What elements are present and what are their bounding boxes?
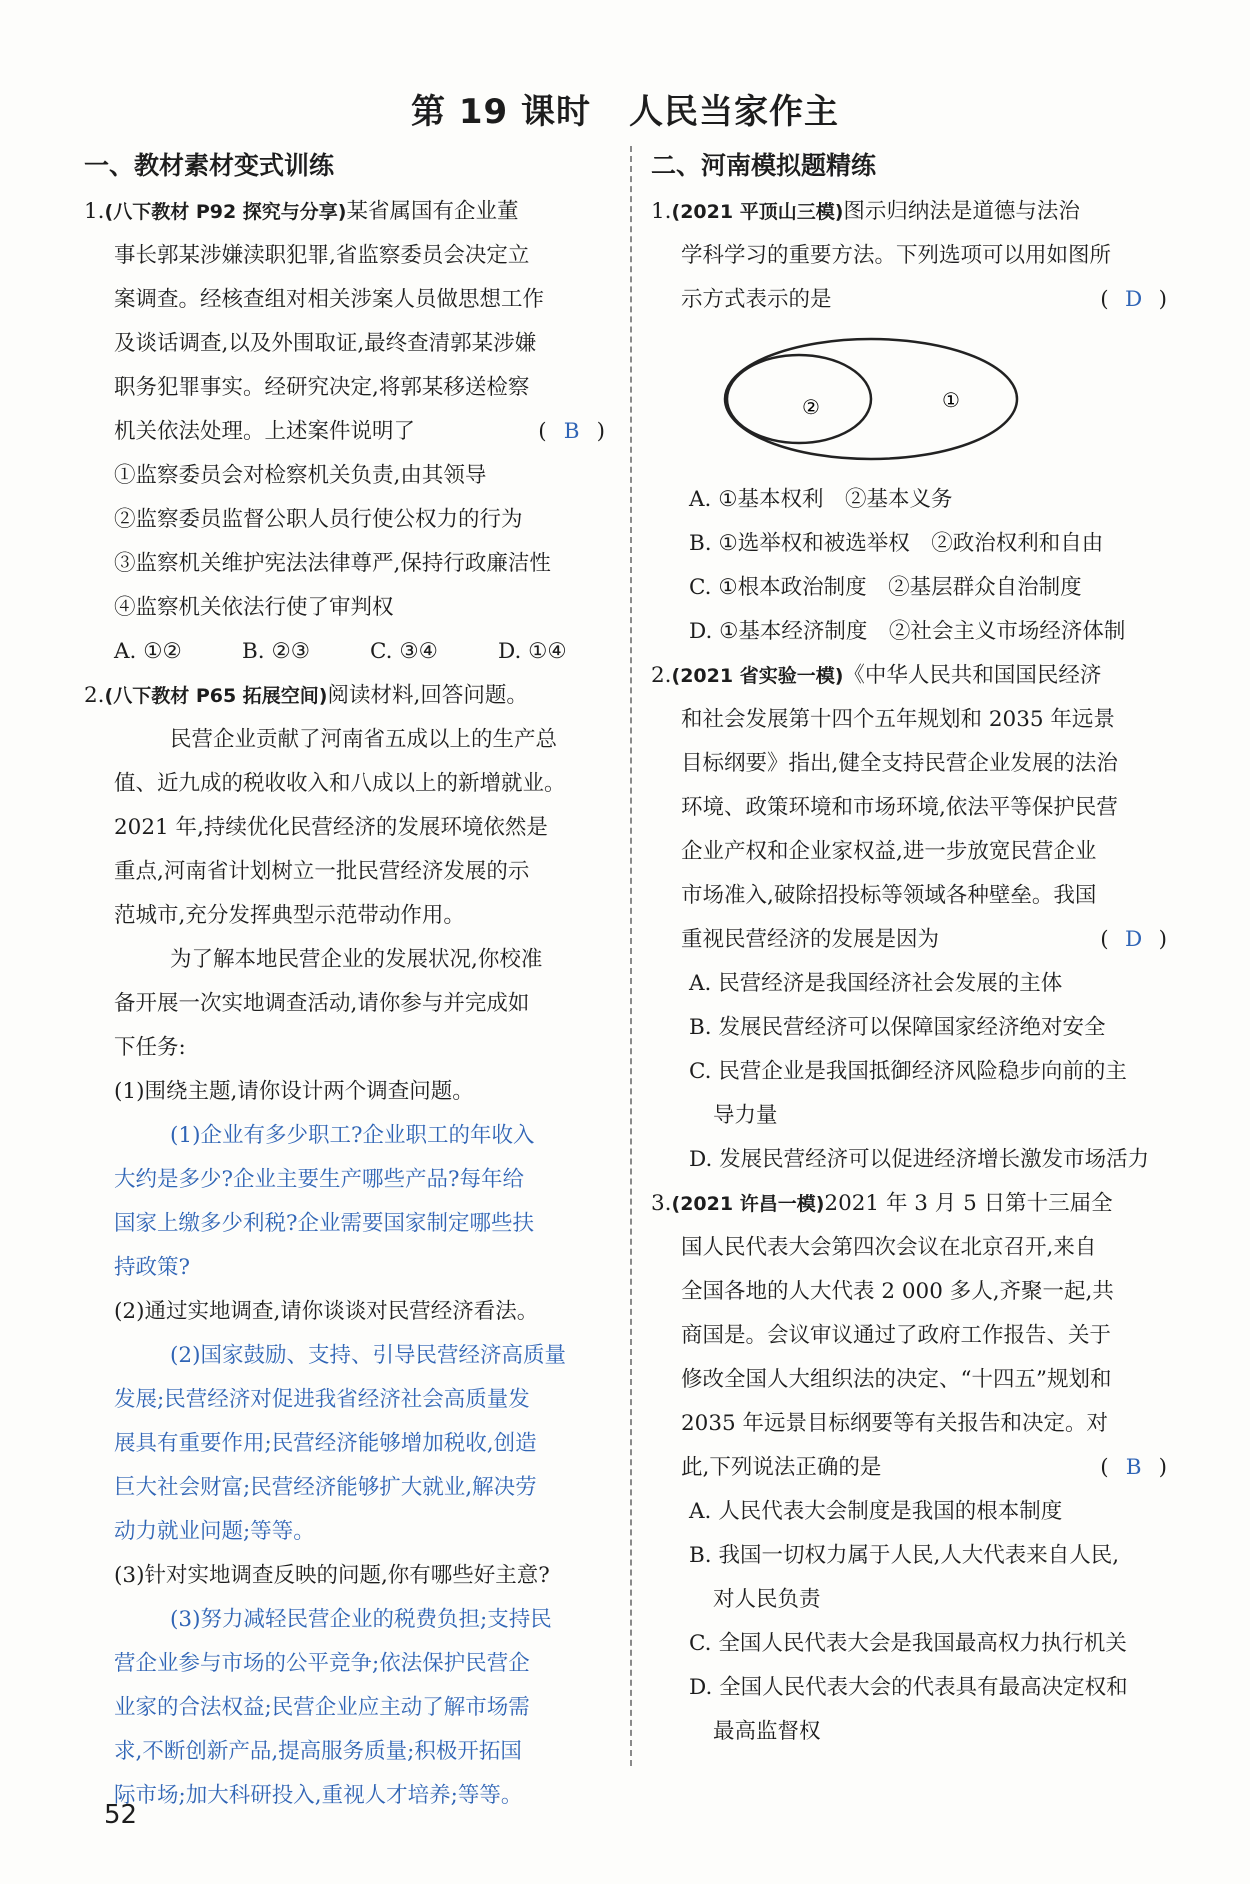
answer-text: 持政策?: [114, 1255, 191, 1280]
lesson-title: [0, 84, 1250, 133]
section-heading-textbook: 一、教材素材变式训练: [84, 151, 335, 180]
answer-option: C. ①根本政治制度 ②基层群众自治制度: [689, 575, 1082, 600]
question-source: (2021 平顶山三模): [671, 201, 844, 223]
answer-option: A. 民营经济是我国经济社会发展的主体: [689, 971, 1063, 996]
inner-ellipse: [727, 355, 871, 443]
answer-letter: B: [563, 419, 580, 444]
answer-option: C. 民营企业是我国抵御经济风险稳步向前的主: [689, 1059, 1127, 1084]
answer-text: 大约是多少?企业主要生产哪些产品?每年给: [114, 1167, 525, 1192]
material-text: 备开展一次实地调查活动,请你参与并完成如: [114, 991, 530, 1016]
material-text: 下任务:: [114, 1035, 186, 1060]
outer-label: ①: [942, 388, 960, 412]
answer-text: (1)企业有多少职工?企业职工的年收入: [170, 1123, 535, 1148]
column-divider: [630, 146, 632, 1766]
answer-option: D. ①基本经济制度 ②社会主义市场经济体制: [689, 619, 1126, 644]
material-text: 值、近九成的税收收入和八成以上的新增就业。: [114, 771, 566, 796]
answer-bracket: ( D ): [1100, 918, 1171, 962]
question-2-mock: 2.(2021 省实验一模)《中华人民共和国国民经济 和社会发展第十四个五年规划和 2035 年远景 目标纲要》指出,健全支持民营企业发展的法治 环境、政策环境和市场环境,依法平等保护民营 企业产权和企业家权益,进一步放宽民营企业 市场准入,破除招投标等领域各种壁垒。我国 重视民营经济的发展是因为 ( D ) A. 民营经济是我国经济社会发展的主体 B. 发展民营经济可以保障国家经济绝对安全 C. 民营企业是我国抵御经济风险稳步向前的主 导力量 D. 发展民营经济可以促进经济增长激发市场活力: [651, 654, 1171, 1182]
statement: ①监察委员会对检察机关负责,由其领导: [114, 463, 487, 488]
answer-option: C. 全国人民代表大会是我国最高权力执行机关: [689, 1631, 1127, 1656]
material-text: 为了解本地民营企业的发展状况,你校准: [170, 947, 543, 972]
answer-option-cont: 导力量: [713, 1103, 778, 1128]
statement: ②监察委员监督公职人员行使公权力的行为: [114, 507, 523, 532]
question-source: (八下教材 P92 探究与分享): [104, 201, 347, 223]
answer-bracket: ( B ): [1100, 1446, 1171, 1490]
answer-option: D. 全国人民代表大会的代表具有最高决定权和: [689, 1675, 1128, 1700]
answer-bracket: ( D ): [1100, 278, 1171, 322]
question-source: (2021 许昌一模): [671, 1193, 825, 1215]
answer-option: A. ①基本权利 ②基本义务: [689, 487, 953, 512]
answer-text: 国家上缴多少利税?企业需要国家制定哪些扶: [114, 1211, 535, 1236]
answer-text: (2)国家鼓励、支持、引导民营经济高质量: [170, 1343, 566, 1368]
answer-text: 营企业参与市场的公平竞争;依法保护民营企: [114, 1651, 530, 1676]
answer-option-cont: 最高监督权: [713, 1719, 821, 1744]
answer-text: 发展;民营经济对促进我省经济社会高质量发: [114, 1387, 530, 1412]
answer-text: 际市场;加大科研投入,重视人才培养;等等。: [114, 1783, 523, 1808]
section-heading-mock: 二、河南模拟题精练: [651, 151, 877, 180]
answer-option: B. 我国一切权力属于人民,人大代表来自人民,: [689, 1543, 1120, 1568]
answer-letter: D: [1124, 927, 1143, 952]
lesson-number: 第 19 课时: [411, 92, 591, 132]
answer-options: A. ①② B. ②③ C. ③④ D. ①④: [114, 639, 567, 664]
answer-option: D. 发展民营经济可以促进经济增长激发市场活力: [689, 1147, 1150, 1172]
inner-label: ②: [802, 395, 820, 419]
left-column: [84, 146, 609, 1818]
right-column: [651, 146, 1171, 1754]
answer-letter: B: [1125, 1455, 1142, 1480]
answer-text: 求,不断创新产品,提高服务质量;积极开拓国: [114, 1739, 522, 1764]
answer-text: 动力就业问题;等等。: [114, 1519, 315, 1544]
answer-option: B. ①选举权和被选举权 ②政治权利和自由: [689, 531, 1104, 556]
sub-question-2: (2)通过实地调查,请你谈谈对民营经济看法。: [114, 1299, 539, 1324]
lesson-name: 人民当家作主: [629, 92, 839, 132]
material-text: 重点,河南省计划树立一批民营经济发展的示: [114, 859, 530, 884]
question-source: (2021 省实验一模): [671, 665, 844, 687]
question-3-mock: 3.(2021 许昌一模)2021 年 3 月 5 日第十三届全 国人民代表大会第四次会议在北京召开,来自 全国各地的人大代表 2 000 多人,齐聚一起,共 商国是。会议审议通过了政府工作报告、关于 修改全国人大组织法的决定、“十四五”规划和 2035 年远景目标纲要等有关报告和决定。对 此,下列说法正确的是 ( B ) A. 人民代表大会制度是我国的根本制度 B. 我国一切权力属于人民,人大代表来自人民, 对人民负责 C. 全国人民代表大会是我国最高权力执行机关 D. 全国人民代表大会的代表具有最高决定权和 最高监督权: [651, 1182, 1171, 1754]
answer-option: A. 人民代表大会制度是我国的根本制度: [689, 1499, 1063, 1524]
question-source: (八下教材 P65 拓展空间): [104, 685, 328, 707]
answer-text: (3)努力减轻民营企业的税费负担;支持民: [170, 1607, 552, 1632]
question-1-mock: 1.(2021 平顶山三模)图示归纳法是道德与法治 学科学习的重要方法。下列选项可以用如图所 示方式表示的是 ( D ) ① ② A. ①基本权利 ②基本义务 B. ①选举权和被选举权 ②政治权利和自由 C. ①根本政治制度 ②基层群众自治制度 D. ①基本经济制度 ②社会主义市场经济体制: [651, 190, 1171, 654]
material-text: 2021 年,持续优化民营经济的发展环境依然是: [114, 815, 548, 840]
answer-option-cont: 对人民负责: [713, 1587, 821, 1612]
statement: ③监察机关维护宪法法律尊严,保持行政廉洁性: [114, 551, 551, 576]
material-text: 民营企业贡献了河南省五成以上的生产总: [170, 727, 558, 752]
material-text: 范城市,充分发挥典型示范带动作用。: [114, 903, 465, 928]
answer-text: 巨大社会财富;民营经济能够扩大就业,解决劳: [114, 1475, 537, 1500]
page-number: 52: [104, 1800, 138, 1830]
sub-question-3: (3)针对实地调查反映的问题,你有哪些好主意?: [114, 1563, 550, 1588]
question-1-textbook: 1.(八下教材 P92 探究与分享)某省属国有企业董 事长郭某涉嫌渎职犯罪,省监察委员会决定立 案调查。经核查组对相关涉案人员做思想工作 及谈话调查,以及外围取证,最终查清郭某涉嫌 职务犯罪事实。经研究决定,将郭某移送检察 机关依法处理。上述案件说明了 ( B ) ①监察委员会对检察机关负责,由其领导 ②监察委员监督公职人员行使公权力的行为 ③监察机关维护宪法法律尊严,保持行政廉洁性 ④监察机关依法行使了审判权 A. ①② B. ②③ C. ③④ D. ①④: [84, 190, 609, 674]
answer-text: 业家的合法权益;民营企业应主动了解市场需: [114, 1695, 530, 1720]
answer-option: B. 发展民营经济可以保障国家经济绝对安全: [689, 1015, 1106, 1040]
answer-letter: D: [1124, 287, 1143, 312]
sub-question-1: (1)围绕主题,请你设计两个调查问题。: [114, 1079, 474, 1104]
statement: ④监察机关依法行使了审判权: [114, 595, 394, 620]
answer-bracket: ( B ): [538, 410, 609, 454]
venn-diagram: [721, 334, 1021, 464]
answer-text: 展具有重要作用;民营经济能够增加税收,创造: [114, 1431, 537, 1456]
question-2-textbook: 2.(八下教材 P65 拓展空间)阅读材料,回答问题。 民营企业贡献了河南省五成以上的生产总 值、近九成的税收收入和八成以上的新增就业。 2021 年,持续优化民营经济的发展环境依然是 重点,河南省计划树立一批民营经济发展的示 范城市,充分发挥典型示范带动作用。 为了解本地民营企业的发展状况,你校准 备开展一次实地调查活动,请你参与并完成如 下任务: (1)围绕主题,请你设计两个调查问题。 (1)企业有多少职工?企业职工的年收入 大约是多少?企业主要生产哪些产品?每年给 国家上缴多少利税?企业需要国家制定哪些扶 持政策? (2)通过实地调查,请你谈谈对民营经济看法。 (2)国家鼓励、支持、引导民营经济高质量 发展;民营经济对促进我省经济社会高质量发 展具有重要作用;民营经济能够增加税收,创造 巨大社会财富;民营经济能够扩大就业,解决劳 动力就业问题;等等。 (3)针对实地调查反映的问题,你有哪些好主意? (3)努力减轻民营企业的税费负担;支持民 营企业参与市场的公平竞争;依法保护民营企 业家的合法权益;民营企业应主动了解市场需 求,不断创新产品,提高服务质量;积极开拓国 际市场;加大科研投入,重视人才培养;等等。: [84, 674, 609, 1818]
